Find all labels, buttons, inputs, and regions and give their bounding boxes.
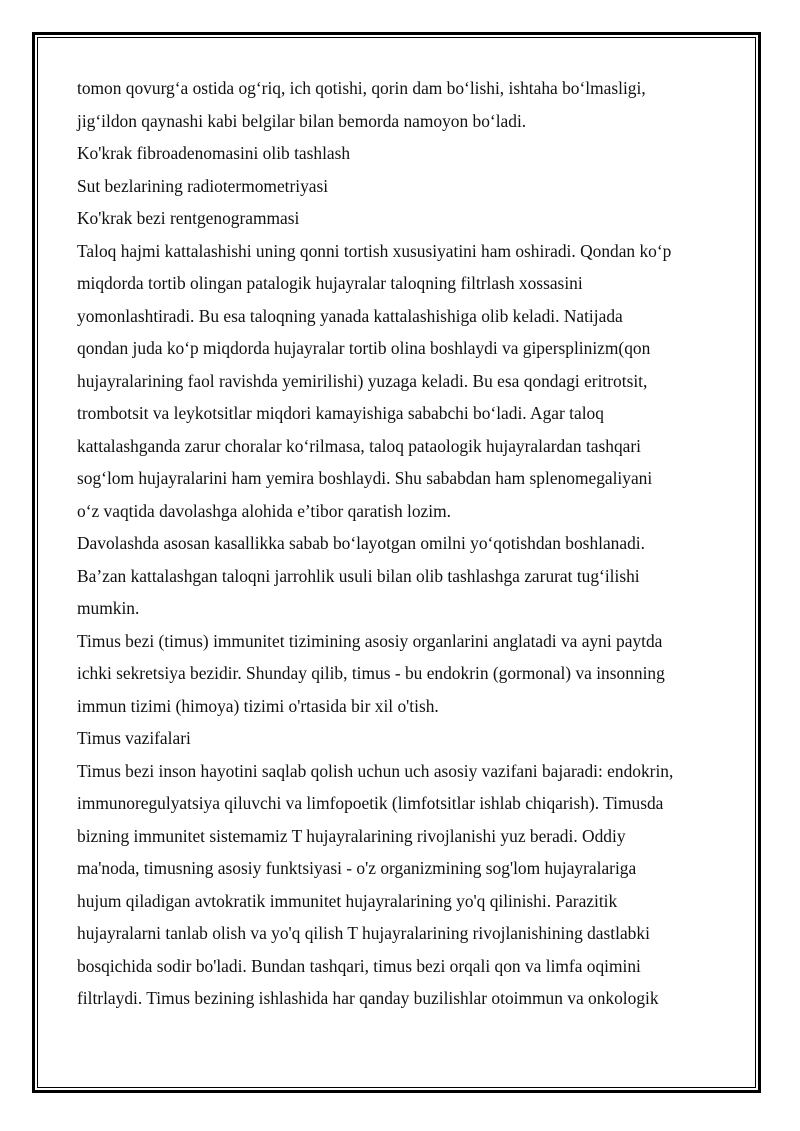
text-line: yomonlashtiradi. Bu esa taloqning yanada kattalashishiga olib keladi. Natijada (77, 305, 623, 326)
text-line: Ko'krak bezi rentgenogrammasi (77, 208, 300, 228)
text-line: filtrlaydi. Timus bezining ishlashida har qanday buzilishlar otoimmun va onkologik (77, 988, 659, 1008)
text-line: qondan juda ko‘p miqdorda hujayralar tortib olina boshlaydi va gipersplinizm(qon (77, 338, 651, 358)
text-line: sog‘lom hujayralarini ham yemira boshlaydi. Shu sababdan ham splenomegaliyani (77, 468, 653, 488)
text-line: hujayralarining faol ravishda yemirilishi) yuzaga keladi. Bu esa qondagi eritrotsit, (77, 370, 648, 391)
text-line: jig‘ildon qaynashi kabi belgilar bilan bemorda namoyon bo‘ladi. (77, 110, 527, 131)
text-line: bizning immunitet sistemamiz T hujayralarining rivojlanishi yuz beradi. Oddiy (77, 825, 626, 846)
document-body (77, 72, 732, 1015)
text-line: Taloq hajmi kattalashishi uning qonni tortish xususiyatini ham oshiradi. Qondan ko‘p (77, 240, 672, 261)
text-line: Ba’zan kattalashgan taloqni jarrohlik usuli bilan olib tashlashga zarurat tug‘ilishi (77, 565, 640, 586)
text-line: o‘z vaqtida davolashga alohida e’tibor qaratish lozim. (77, 500, 451, 521)
text-line: Ko'krak fibroadenomasini olib tashlash (77, 143, 351, 163)
text-line: trombotsit va leykotsitlar miqdori kamayishiga sababchi bo‘ladi. Agar taloq (77, 403, 604, 423)
text-line: mumkin. (77, 598, 140, 618)
text-line: Davolashda asosan kasallikka sabab bo‘layotgan omilni yo‘qotishdan boshlanadi. (77, 533, 645, 553)
text-line: immunoregulyatsiya qiluvchi va limfopoetik (limfotsitlar ishlab chiqarish). Timusda (77, 793, 664, 813)
text-line: Timus bezi inson hayotini saqlab qolish uchun uch asosiy vazifani bajaradi: endokrin, (77, 760, 674, 781)
text-line: tomon qovurg‘a ostida og‘riq, ich qotishi, qorin dam bo‘lishi, ishtaha bo‘lmasligi, (77, 78, 646, 98)
text-line: bosqichida sodir bo'ladi. Bundan tashqari, timus bezi orqali qon va limfa oqimini (77, 955, 641, 976)
text-line: hujayralarni tanlab olish va yo'q qilish T hujayralarining rivojlanishining dastlabki (77, 923, 650, 943)
text-line: hujum qiladigan avtokratik immunitet hujayralarining yo'q qilinishi. Parazitik (77, 890, 618, 911)
text-line: ma'noda, timusning asosiy funktsiyasi - o'z organizmining sog'lom hujayralariga (77, 858, 637, 878)
text-line: immun tizimi (himoya) tizimi o'rtasida bir xil o'tish. (77, 695, 439, 716)
text-line: Sut bezlarining radiotermometriyasi (77, 175, 329, 196)
text-line: miqdorda tortib olingan patalogik hujayralar taloqning filtrlash xossasini (77, 273, 583, 293)
text-line: ichki sekretsiya bezidir. Shunday qilib, timus - bu endokrin (gormonal) va insonning (77, 663, 665, 683)
text-line: kattalashganda zarur choralar ko‘rilmasa, taloq pataologik hujayralardan tashqari (77, 435, 641, 456)
text-line: Timus bezi (timus) immunitet tizimining asosiy organlarini anglatadi va ayni paytda (77, 630, 663, 651)
text-line: Timus vazifalari (77, 728, 191, 748)
